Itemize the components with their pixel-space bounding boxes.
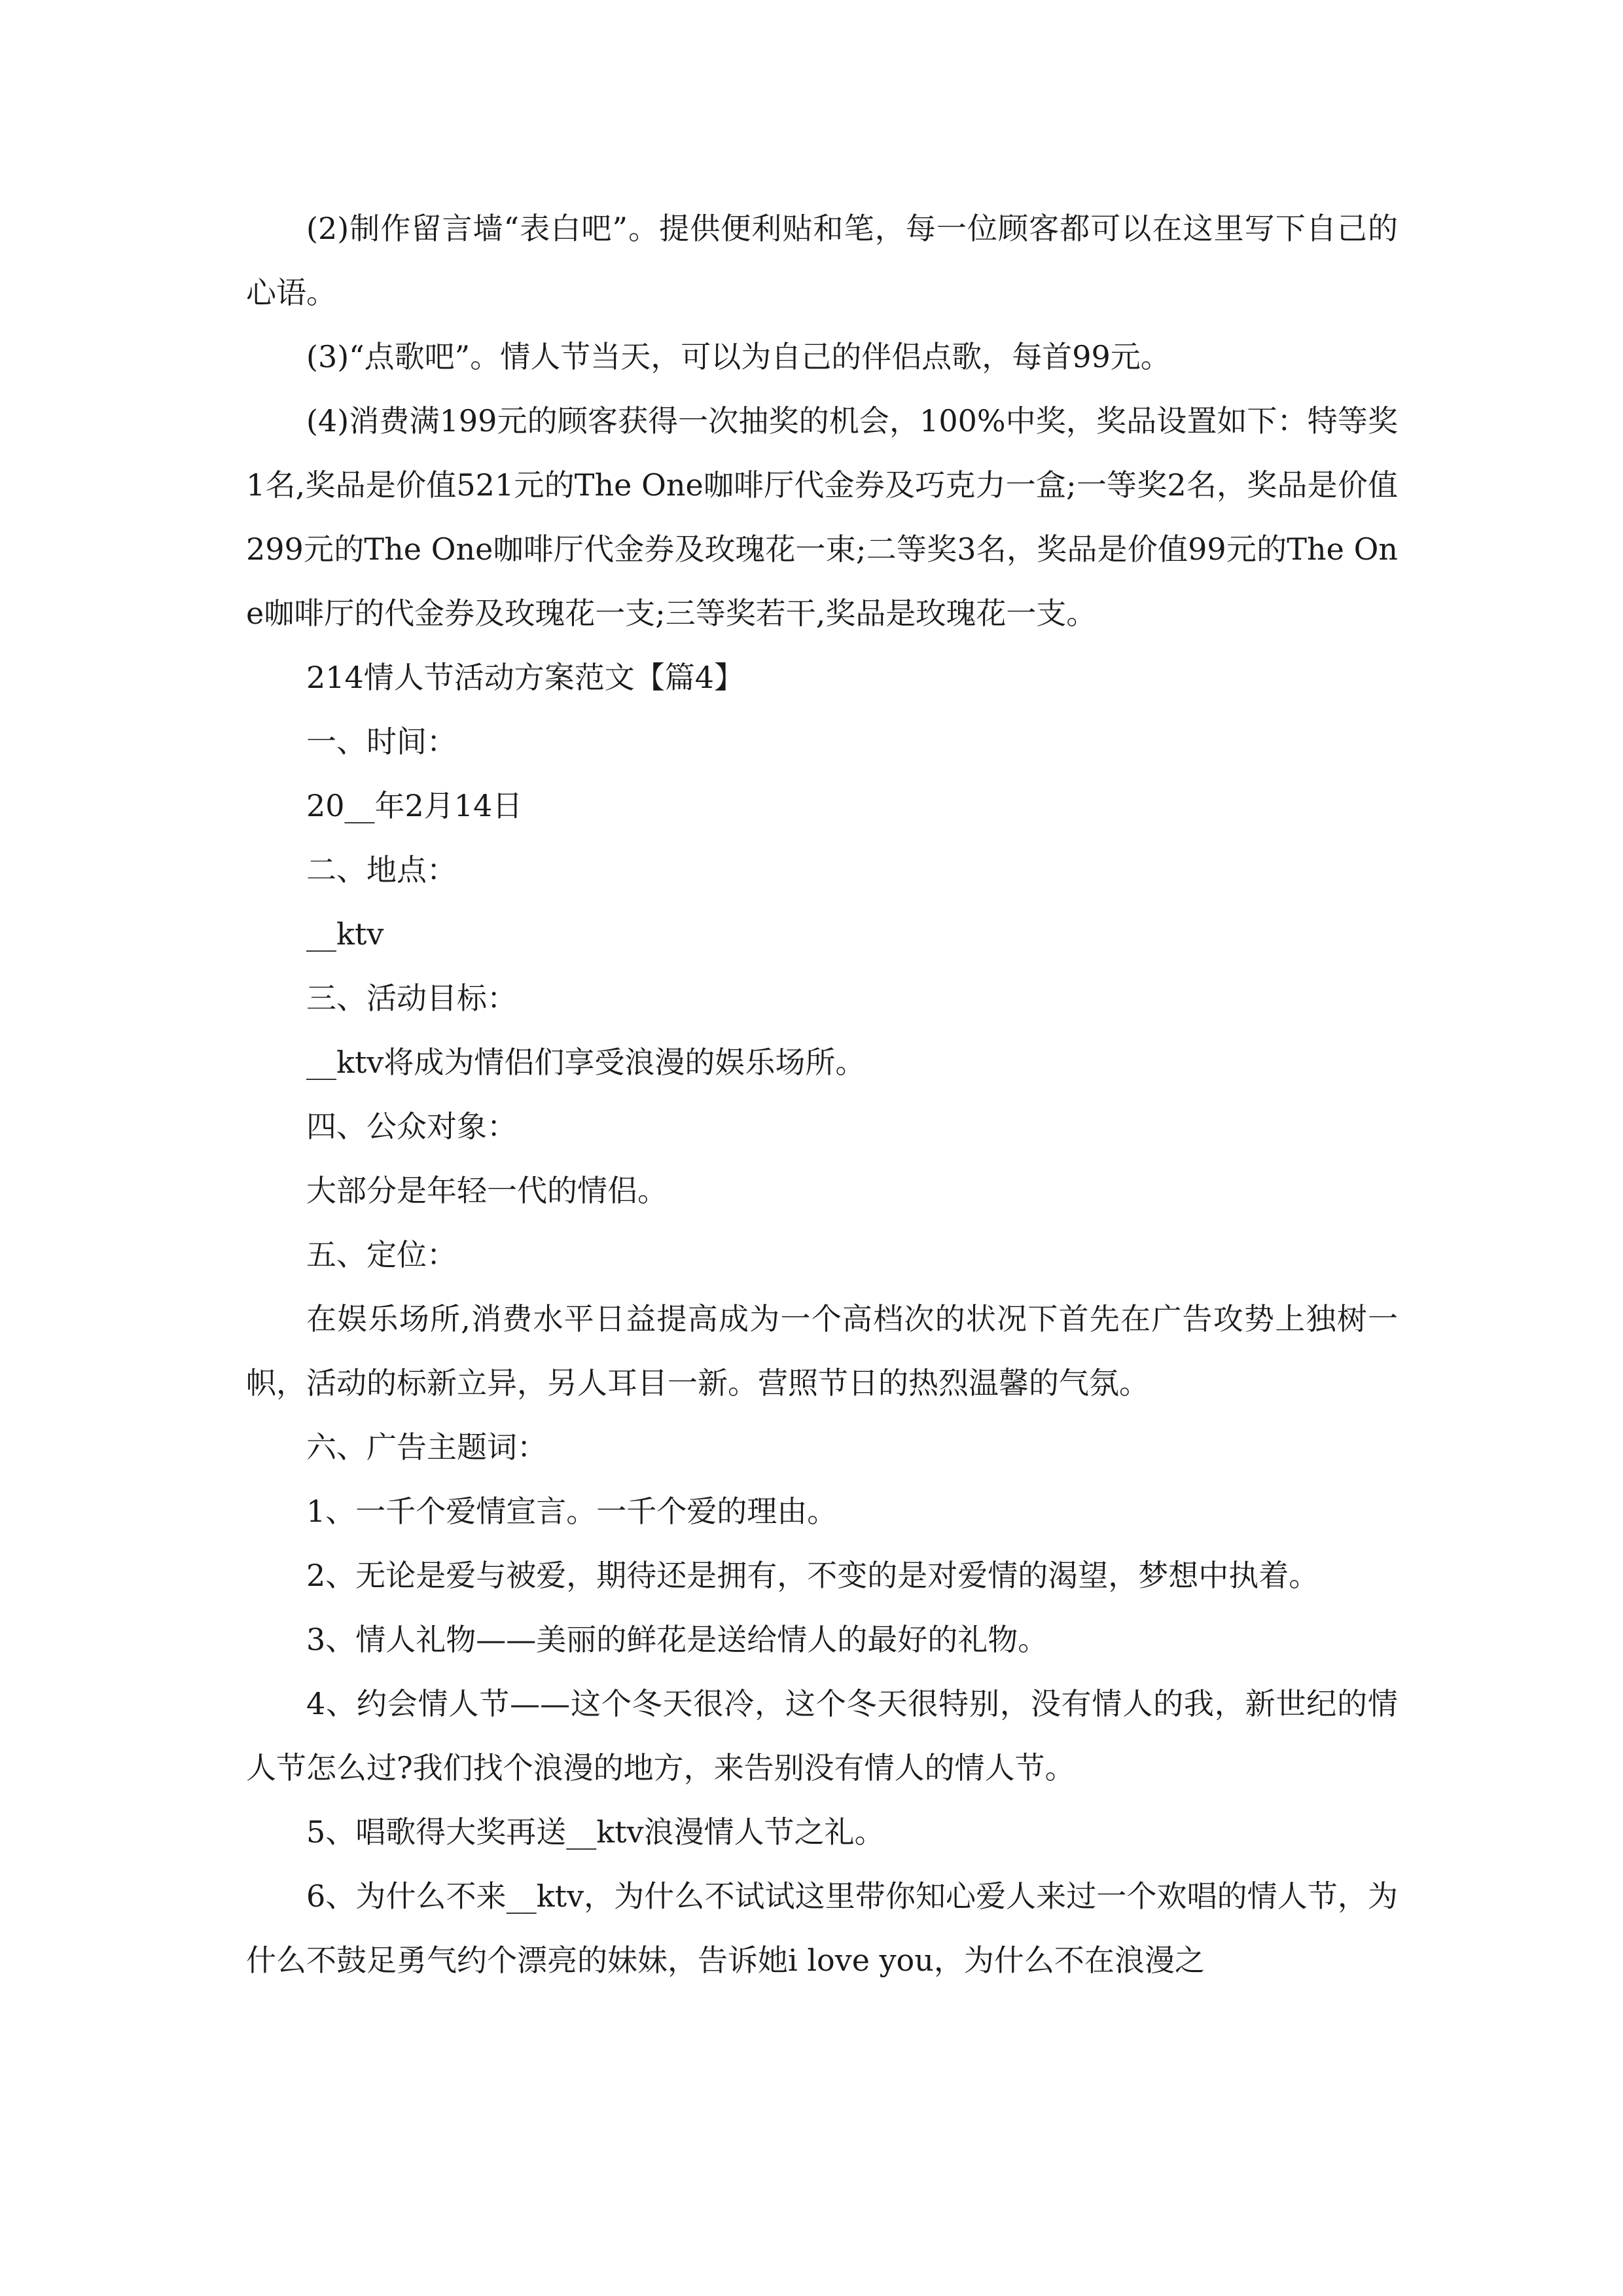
heading-audience: 四、公众对象： [306, 1109, 517, 1144]
slogan-item: 6、为什么不来__ktv，为什么不试试这里带你知心爱人来过一个欢唱的情人节，为什么不鼓足勇气约个漂亮的妹妹，告诉她i love you，为什么不在浪漫之 [246, 1878, 1398, 1978]
heading-time: 一、时间： [306, 724, 457, 759]
paragraph-date: 20__年2月14日 [306, 788, 523, 823]
paragraph-location: __ktv [306, 916, 384, 952]
slogan-item: 3、情人礼物——美丽的鲜花是送给情人的最好的礼物。 [306, 1622, 1048, 1657]
slogan-item: 2、无论是爱与被爱，期待还是拥有，不变的是对爱情的渴望，梦想中执着。 [306, 1558, 1319, 1593]
heading-location: 二、地点： [306, 852, 457, 888]
paragraph-audience: 大部分是年轻一代的情侣。 [306, 1173, 668, 1208]
section-title: 214情人节活动方案范文【篇4】 [306, 660, 745, 695]
paragraph-positioning: 在娱乐场所,消费水平日益提高成为一个高档次的状况下首先在广告攻势上独树一帜，活动的标新立异，另人耳目一新。营照节日的热烈温馨的气氛。 [246, 1301, 1398, 1401]
slogan-item: 4、约会情人节——这个冬天很冷，这个冬天很特别，没有情人的我，新世纪的情人节怎么过?我们找个浪漫的地方，来告别没有情人的情人节。 [246, 1686, 1398, 1785]
document-body [246, 196, 1398, 1992]
slogan-item: 5、唱歌得大奖再送__ktv浪漫情人节之礼。 [306, 1814, 885, 1850]
heading-goal: 三、活动目标： [306, 980, 517, 1016]
paragraph-goal: __ktv将成为情侣们享受浪漫的娱乐场所。 [306, 1045, 866, 1080]
paragraph-lottery: (4)消费满199元的顾客获得一次抽奖的机会，100%中奖，奖品设置如下：特等奖1名,奖品是价值521元的The One咖啡厅代金券及巧克力一盒;一等奖2名，奖品是价值299元的The One咖啡厅代金券及玫瑰花一束;二等奖3名，奖品是价值99元的The One咖啡厅的代金券及玫瑰花一支;三等奖若干,奖品是玫瑰花一支。 [246, 403, 1398, 631]
heading-positioning: 五、定位： [306, 1237, 457, 1272]
slogan-item: 1、一千个爱情宣言。一千个爱的理由。 [306, 1494, 838, 1529]
paragraph-song-request: (3)“点歌吧”。情人节当天，可以为自己的伴侣点歌，每首99元。 [306, 339, 1171, 374]
heading-slogans: 六、广告主题词： [306, 1429, 547, 1465]
paragraph-message-wall: (2)制作留言墙“表白吧”。提供便利贴和笔，每一位顾客都可以在这里写下自己的心语。 [246, 211, 1398, 310]
